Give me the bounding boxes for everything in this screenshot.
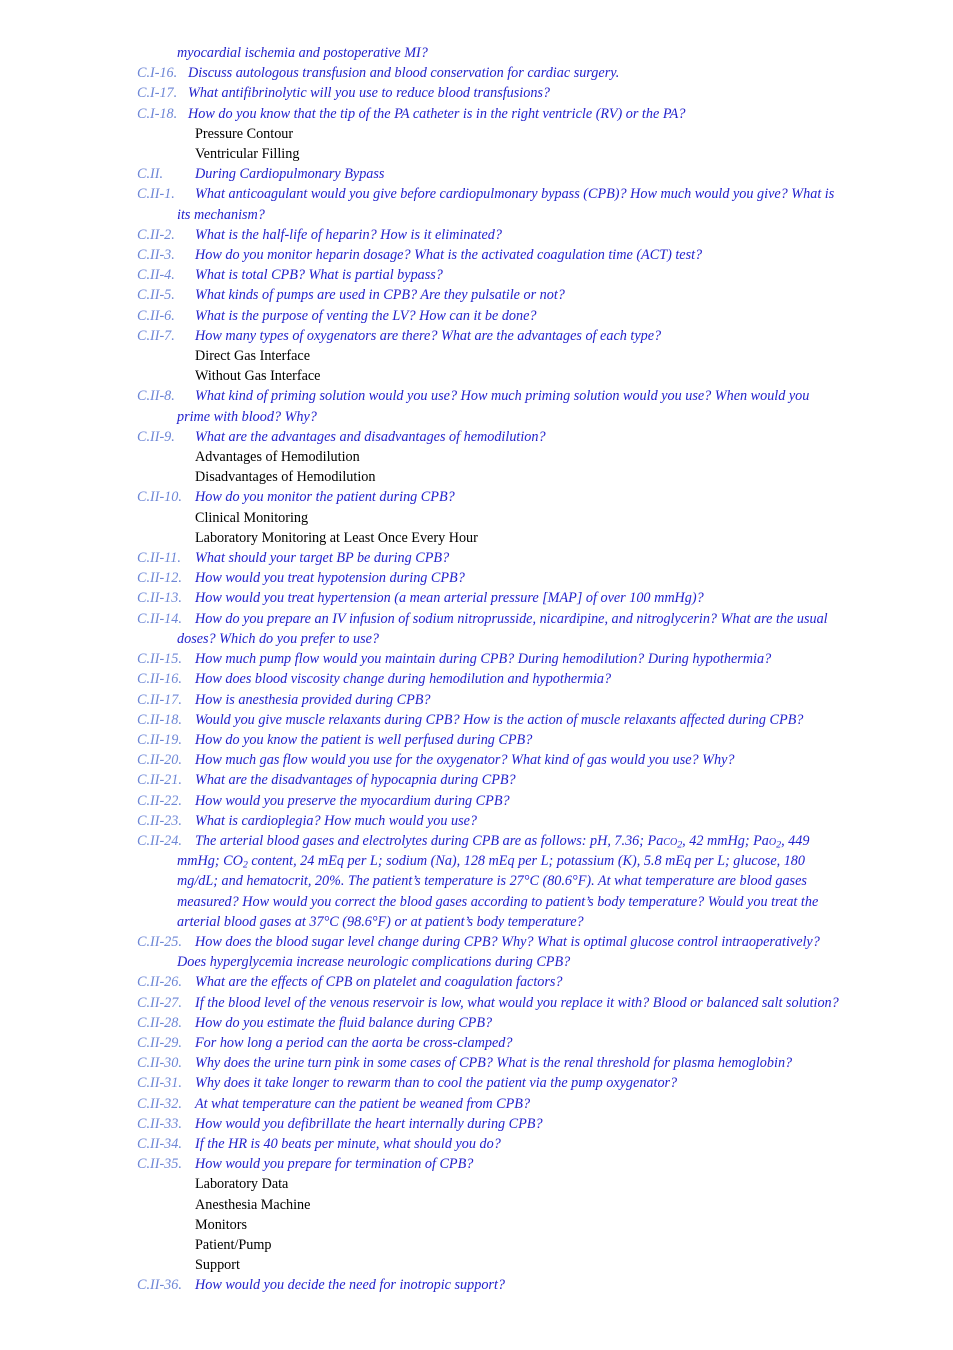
question-number: C.II-36. — [137, 1277, 182, 1294]
question-number: C.II-12. — [137, 570, 182, 587]
question-number: C.II-20. — [137, 752, 182, 769]
question-number: C.I-16. — [137, 65, 178, 82]
question-link[interactable]: How much pump flow would you maintain during CPB? During hemodilution? During hypothermia? — [195, 651, 772, 668]
question-continuation[interactable]: prime with blood? Why? — [177, 408, 317, 425]
question-link[interactable]: What are the effects of CPB on platelet and coagulation factors? — [195, 974, 563, 991]
question-link[interactable]: At what temperature can the patient be weaned from CPB? — [195, 1095, 531, 1112]
subtopic-item: Without Gas Interface — [195, 368, 321, 385]
question-number: C.II-17. — [137, 691, 182, 708]
question-row — [0, 1013, 953, 1033]
question-number: C.II-35. — [137, 1156, 182, 1173]
question-row — [0, 588, 953, 608]
question-continuation[interactable]: Does hyperglycemia increase neurologic complications during CPB? — [177, 954, 571, 971]
question-link[interactable]: How do you know the patient is well perfused during CPB? — [195, 731, 533, 748]
question-number: C.II-22. — [137, 792, 182, 809]
question-link[interactable]: Would you give muscle relaxants during CPB? How is the action of muscle relaxants affected during CPB? — [195, 711, 804, 728]
question-row — [0, 649, 953, 669]
question-link[interactable]: What kind of priming solution would you use? How much priming solution would you use? When would you — [195, 388, 810, 405]
question-row — [0, 730, 953, 750]
question-row — [0, 710, 953, 730]
question-number: C.II-15. — [137, 651, 182, 668]
question-link[interactable]: How do you know that the tip of the PA catheter is in the right ventricle (RV) or the PA? — [188, 105, 686, 122]
question-row — [0, 164, 953, 184]
question-continuation[interactable]: its mechanism? — [177, 206, 265, 223]
question-row — [0, 1053, 953, 1073]
question-link[interactable]: During Cardiopulmonary Bypass — [195, 166, 385, 183]
question-number: C.II-2. — [137, 226, 175, 243]
question-link[interactable]: How is anesthesia provided during CPB? — [195, 691, 431, 708]
subtopic-item: Advantages of Hemodilution — [195, 449, 360, 466]
question-number: C.II-26. — [137, 974, 182, 991]
question-link[interactable]: What is the purpose of venting the LV? How can it be done? — [195, 307, 537, 324]
subtopic-item: Clinical Monitoring — [195, 509, 309, 526]
question-link[interactable]: What are the disadvantages of hypocapnia during CPB? — [195, 772, 516, 789]
question-link[interactable]: How do you prepare an IV infusion of sodium nitroprusside, nicardipine, and nitroglycerin? What are the usual — [195, 610, 828, 627]
question-row — [0, 993, 953, 1013]
question-link[interactable]: What kinds of pumps are used in CPB? Are they pulsatile or not? — [195, 287, 565, 304]
question-number: C.II-18. — [137, 711, 182, 728]
question-link[interactable]: What is the half-life of heparin? How is it eliminated? — [195, 226, 502, 243]
question-outline — [0, 43, 953, 1296]
question-row — [0, 386, 953, 406]
question-number: C.II-1. — [137, 186, 175, 203]
question-row — [0, 750, 953, 770]
question-row — [0, 1033, 953, 1053]
question-number: C.II-9. — [137, 428, 175, 445]
question-number: C.II-25. — [137, 933, 182, 950]
question-row — [0, 427, 953, 447]
subtopic-item: Disadvantages of Hemodilution — [195, 469, 376, 486]
question-row — [0, 568, 953, 588]
question-row — [0, 285, 953, 305]
question-row — [0, 972, 953, 992]
question-row — [0, 1073, 953, 1093]
subtopic-item: Monitors — [195, 1216, 248, 1233]
question-row — [0, 669, 953, 689]
question-link[interactable]: How would you treat hypotension during CPB? — [195, 570, 465, 587]
question-link[interactable]: What anticoagulant would you give before cardiopulmonary bypass (CPB)? How much would you give? What is — [195, 186, 835, 203]
question-row — [0, 306, 953, 326]
question-continuation[interactable]: mmHg; $CO_2$ content, 24 mEq per L; sodium (Na), 128 mEq per L; potassium (K), 5.8 mEq per L; glucose, 180 — [177, 853, 805, 871]
question-link[interactable]: How would you defibrillate the heart internally during CPB? — [195, 1115, 543, 1132]
question-row — [0, 83, 953, 103]
question-link[interactable]: How would you decide the need for inotropic support? — [195, 1277, 505, 1294]
question-row — [0, 184, 953, 204]
question-link[interactable]: If the blood level of the venous reservoir is low, what would you replace it with? Blood or balanced salt solution? — [195, 994, 839, 1011]
question-link[interactable]: What are the advantages and disadvantages of hemodilution? — [195, 428, 546, 445]
question-number: C.II-23. — [137, 812, 182, 829]
question-number: C.II-24. — [137, 832, 182, 849]
question-row — [0, 770, 953, 790]
question-row — [0, 326, 953, 346]
question-link[interactable]: How does blood viscosity change during hemodilution and hypothermia? — [195, 671, 612, 688]
question-link[interactable]: How much gas flow would you use for the oxygenator? What kind of gas would you use? Why? — [195, 752, 735, 769]
question-number: C.II-29. — [137, 1034, 182, 1051]
question-link[interactable]: How do you monitor heparin dosage? What is the activated coagulation time (ACT) test? — [195, 247, 703, 264]
question-number: C.II-31. — [137, 1075, 182, 1092]
subtopic-item: Patient/Pump — [195, 1236, 272, 1253]
question-row — [0, 1094, 953, 1114]
question-link[interactable]: Discuss autologous transfusion and blood conservation for cardiac surgery. — [188, 65, 620, 82]
question-number: C.II-11. — [137, 550, 181, 567]
question-number: C.II-19. — [137, 731, 182, 748]
question-row — [0, 1154, 953, 1174]
question-link[interactable]: The arterial blood gases and electrolytes during CPB are as follows: pH, 7.36; Paco$_2$, 42 mmHg; Pao$_2$, 449 — [195, 832, 810, 851]
subtopic-item: Direct Gas Interface — [195, 348, 311, 365]
question-row — [0, 690, 953, 710]
question-number: C.II-3. — [137, 247, 175, 264]
question-link[interactable]: How do you monitor the patient during CPB? — [195, 489, 455, 506]
question-link[interactable]: If the HR is 40 beats per minute, what should you do? — [195, 1135, 501, 1152]
question-link[interactable]: How would you preserve the myocardium during CPB? — [195, 792, 510, 809]
question-link[interactable]: How would you treat hypertension (a mean arterial pressure [MAP] of over 100 mmHg)? — [195, 590, 704, 607]
question-link[interactable]: What is cardioplegia? How much would you use? — [195, 812, 478, 829]
question-number: C.II-28. — [137, 1014, 182, 1031]
question-number: C.II-4. — [137, 267, 175, 284]
question-link[interactable]: Why does the urine turn pink in some cases of CPB? What is the renal threshold for plasma hemoglobin? — [195, 1055, 793, 1072]
question-number: C.II-30. — [137, 1055, 182, 1072]
question-number: C.II-32. — [137, 1095, 182, 1112]
subtopic-item: Ventricular Filling — [195, 146, 300, 163]
question-number: C.II. — [137, 166, 164, 183]
question-row — [0, 1134, 953, 1154]
question-link[interactable]: myocardial ischemia and postoperative MI? — [177, 45, 428, 61]
subtopic-item: Laboratory Monitoring at Least Once Every Hour — [195, 529, 478, 546]
question-link[interactable]: What antifibrinolytic will you use to reduce blood transfusions? — [188, 85, 551, 102]
question-row — [0, 831, 953, 851]
question-number: C.II-34. — [137, 1135, 182, 1152]
question-number: C.II-21. — [137, 772, 182, 789]
question-number: C.II-7. — [137, 327, 175, 344]
question-continuation[interactable]: doses? Which do you prefer to use? — [177, 630, 380, 647]
question-number: C.II-16. — [137, 671, 182, 688]
question-number: C.II-8. — [137, 388, 175, 405]
question-number: C.II-10. — [137, 489, 182, 506]
question-row — [0, 63, 953, 83]
question-row — [0, 548, 953, 568]
question-continuation[interactable]: arterial blood gases at 37°C (98.6°F) or at patient’s body temperature? — [177, 913, 584, 930]
question-row — [0, 791, 953, 811]
question-number: C.II-13. — [137, 590, 182, 607]
question-continuation[interactable]: measured? How would you correct the blood gases according to patient’s body temperature? Would you treat the — [177, 893, 819, 910]
question-row — [0, 1275, 953, 1295]
question-number: C.I-18. — [137, 105, 178, 122]
question-row — [0, 487, 953, 507]
subtopic-item: Anesthesia Machine — [195, 1196, 311, 1213]
question-row — [0, 265, 953, 285]
question-link[interactable]: For how long a period can the aorta be cross-clamped? — [195, 1034, 513, 1051]
subtopic-item: Support — [195, 1257, 240, 1274]
question-row — [0, 104, 953, 124]
question-number: C.II-27. — [137, 994, 182, 1011]
question-number: C.II-33. — [137, 1115, 182, 1132]
question-link[interactable]: How does the blood sugar level change during CPB? Why? What is optimal glucose control intraoperatively? — [195, 933, 820, 950]
question-row — [0, 245, 953, 265]
question-link[interactable]: Why does it take longer to rewarm than to cool the patient via the pump oxygenator? — [195, 1075, 678, 1092]
question-link[interactable]: What is total CPB? What is partial bypass? — [195, 267, 443, 284]
question-row — [0, 609, 953, 629]
subtopic-item: Laboratory Data — [195, 1176, 289, 1193]
question-link[interactable]: How would you prepare for termination of CPB? — [195, 1156, 474, 1173]
question-continuation[interactable]: mg/dL; and hematocrit, 20%. The patient’s temperature is 27°C (80.6°F). At what temperature are blood gases — [177, 873, 807, 890]
question-number: C.II-5. — [137, 287, 175, 304]
question-number: C.II-6. — [137, 307, 175, 324]
question-number: C.II-14. — [137, 610, 182, 627]
question-row — [0, 225, 953, 245]
question-link[interactable]: How many types of oxygenators are there? What are the advantages of each type? — [195, 327, 662, 344]
question-row — [0, 1114, 953, 1134]
question-number: C.I-17. — [137, 85, 178, 102]
subtopic-item: Pressure Contour — [195, 125, 294, 142]
question-link[interactable]: What should your target BP be during CPB? — [195, 550, 450, 567]
question-row — [0, 811, 953, 831]
question-row — [0, 932, 953, 952]
continued-question-link[interactable] — [177, 43, 953, 63]
question-link[interactable]: How do you estimate the fluid balance during CPB? — [195, 1014, 493, 1031]
